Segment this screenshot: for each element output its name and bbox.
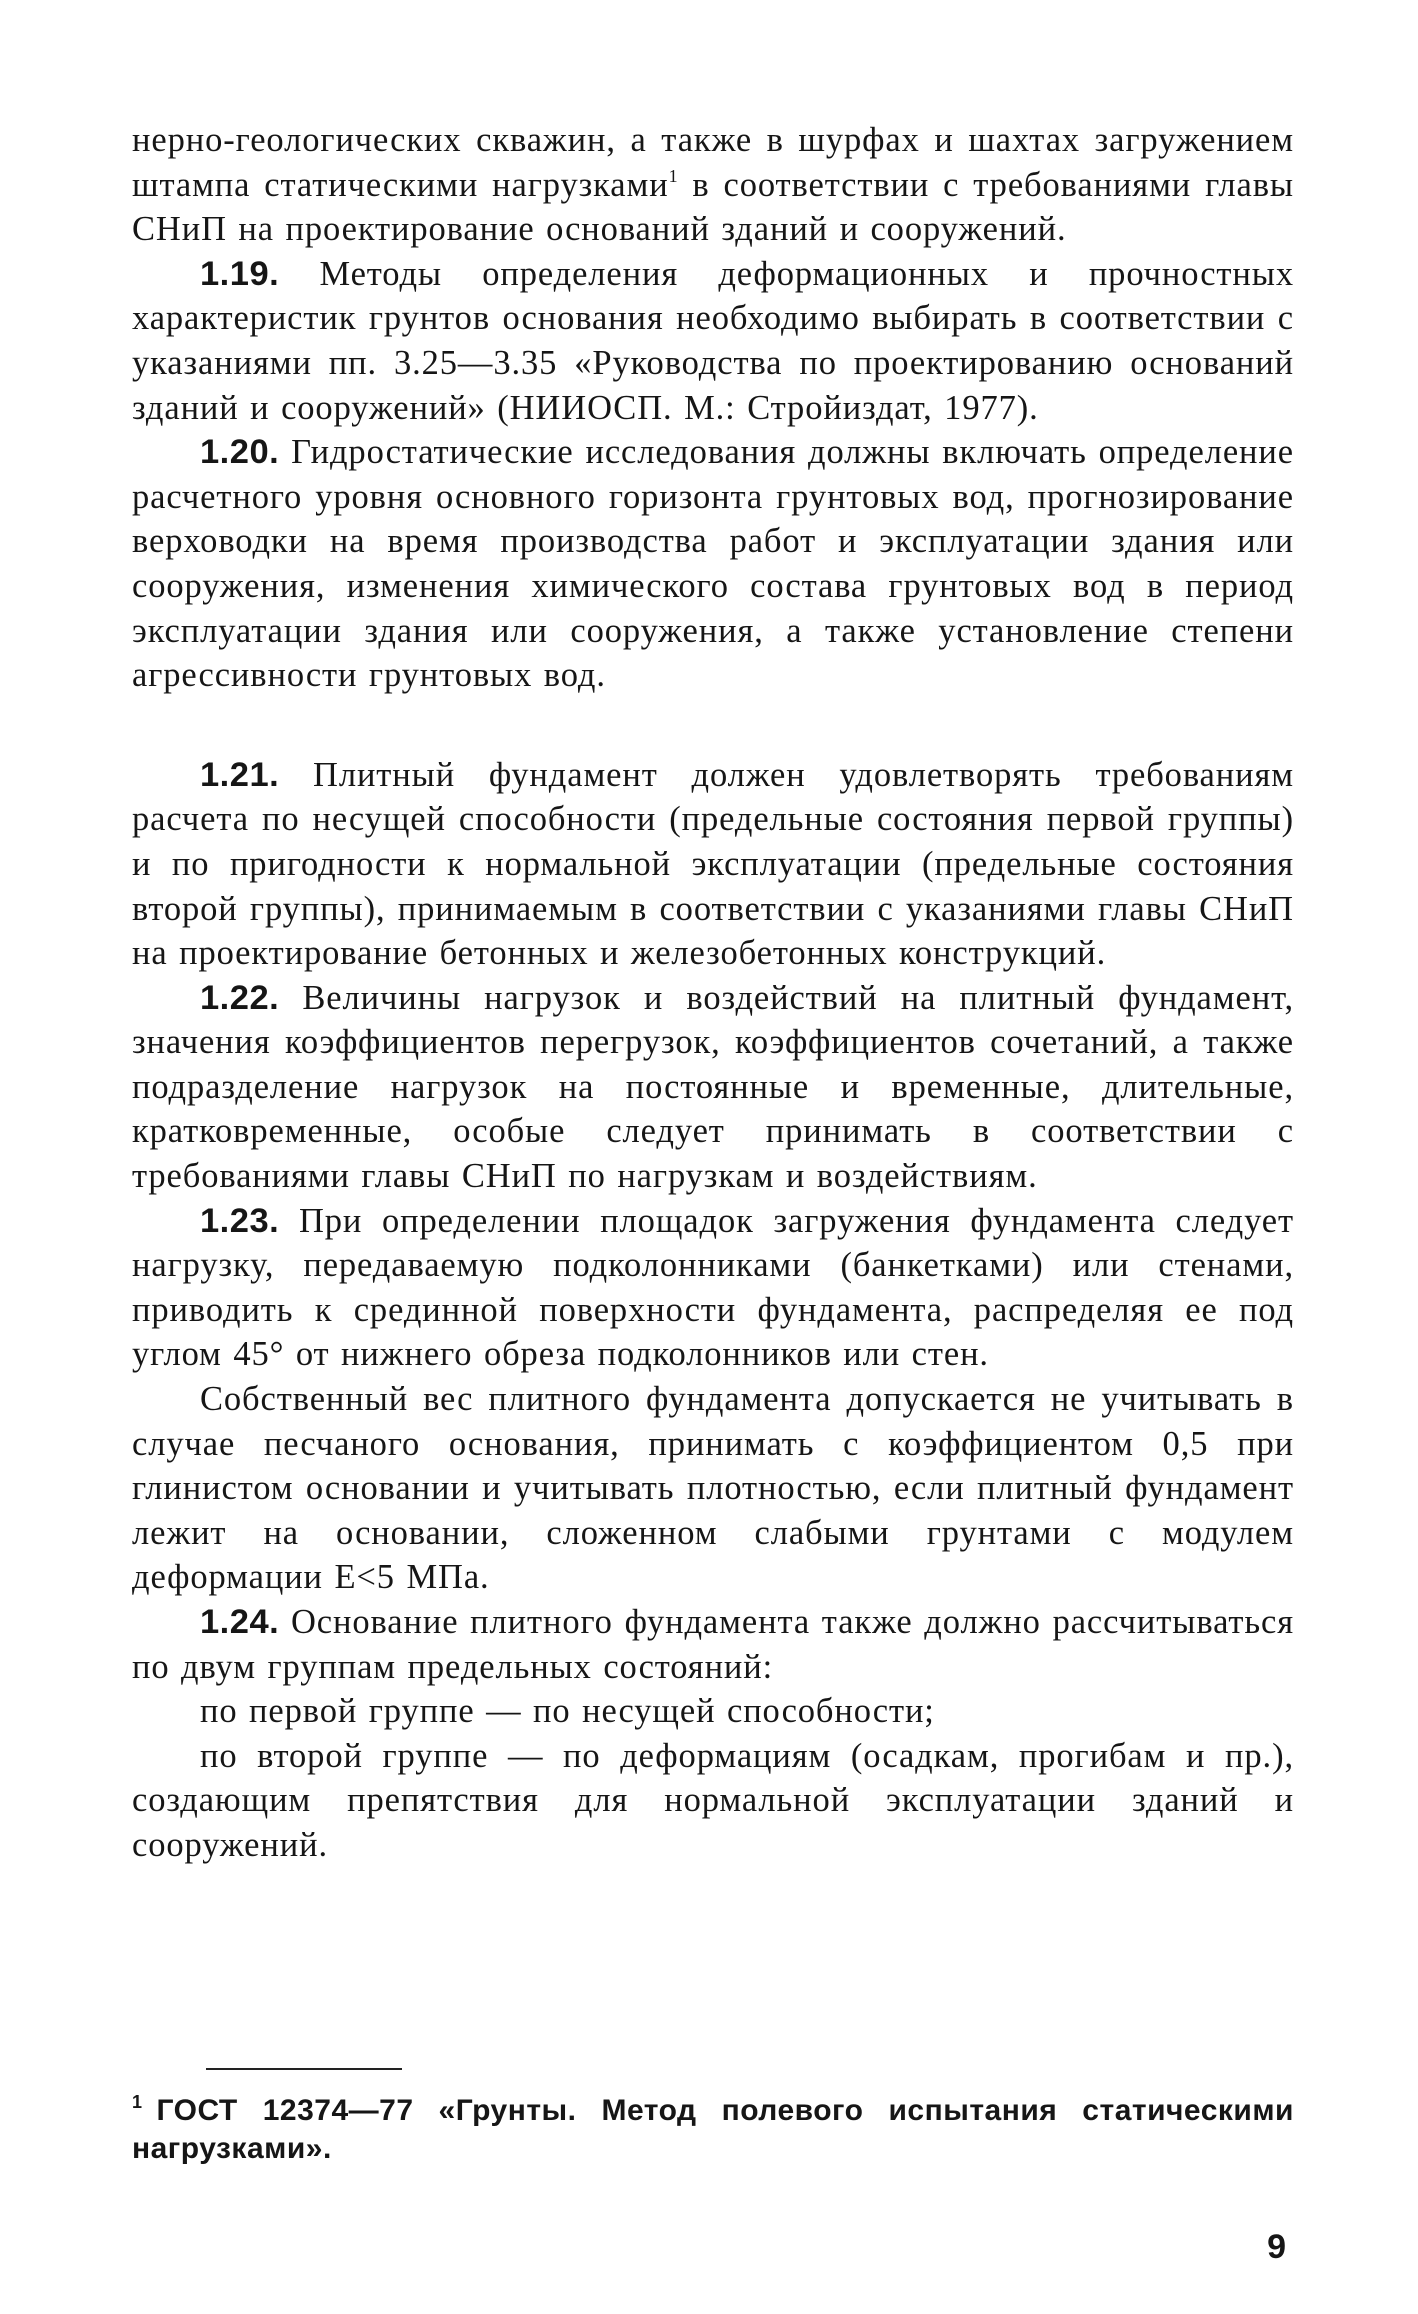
- paragraph-1-21: [132, 753, 1294, 976]
- list-item-second-group: [132, 1734, 1294, 1868]
- page-number: 9: [1267, 2228, 1286, 2266]
- paragraph-1-24: [132, 1600, 1294, 1689]
- footnote-text: ГОСТ 12374—77 «Грунты. Метод полевого испытания статическими нагрузками».: [132, 2094, 1294, 2165]
- paragraph-text: по второй группе — по деформациям (осадкам, прогибам и пр.), создающим препятствия для нормальной эксплуатации зданий и сооружений.: [132, 1736, 1294, 1864]
- paragraph-1-20: [132, 430, 1294, 698]
- paragraph-continuation: [132, 118, 1294, 252]
- clause-number: 1.23.: [200, 1201, 280, 1240]
- footnote-mark: 1: [132, 2092, 143, 2112]
- paragraph-text: в соответствии с требованиями главы СНиП на проектирование оснований зданий и сооружений.: [132, 165, 1294, 249]
- clause-number: 1.21.: [200, 755, 280, 794]
- paragraph-text: Плитный фундамент должен удовлетворять требованиям расчета по несущей способности (предельные состояния первой группы) и по пригодности к нормальной эксплуатации (предельные состояния второй группы), принимаемым в соответствии с указаниями главы СНиП на проектирование бетонных и железобетонных конструкций.: [132, 755, 1294, 973]
- list-item-first-group: [132, 1689, 1294, 1734]
- clause-number: 1.19.: [200, 254, 280, 293]
- paragraph-text: нерно-геологических скважин, а также в шурфах и шахтах загружением штампа статическими нагрузками: [132, 121, 1294, 204]
- paragraph-text: При определении площадок загружения фундамента следует нагрузку, передаваемую подколонниками (банкетками) или стенами, приводить к срединной поверхности фундамента, распределяя ее под углом 45° от нижнего обреза подколонников или стен.: [132, 1201, 1294, 1374]
- paragraph-text: Гидростатические исследования должны включать определение расчетного уровня основного горизонта грунтовых вод, прогнозирование верховодки на время производства работ и эксплуатации здания или сооружения, изменения химического состава грунтовых вод в период эксплуатации здания или сооружения, а также установление степени агрессивности грунтовых вод.: [132, 433, 1294, 695]
- clause-number: 1.20.: [200, 433, 280, 472]
- paragraph-text: Основание плитного фундамента также должно рассчитываться по двум группам предельных состояний:: [132, 1603, 1294, 1686]
- paragraph-1-23: [132, 1199, 1294, 1377]
- footnote: [132, 2092, 1294, 2168]
- paragraph-text: Величины нагрузок и воздействий на плитный фундамент, значения коэффициентов перегрузок, коэффициентов сочетаний, а также подразделение нагрузок на постоянные и временные, длительные, кратковременные, особые следует принимать в соответствии с требованиями главы СНиП по нагрузкам и воздействиям.: [132, 978, 1294, 1196]
- clause-number: 1.22.: [200, 978, 280, 1017]
- footnote-divider: [206, 2068, 402, 2070]
- clause-number: 1.24.: [200, 1603, 280, 1641]
- body-text: [132, 118, 1294, 1868]
- paragraph-1-22: [132, 976, 1294, 1199]
- paragraph-text: по первой группе — по несущей способности;: [200, 1692, 935, 1731]
- footnote-reference: 1: [668, 165, 679, 186]
- paragraph-1-19: [132, 252, 1294, 430]
- paragraph-text: Собственный вес плитного фундамента допускается не учитывать в случае песчаного основания, принимать с коэффициентом 0,5 при глинистом основании и учитывать плотностью, если плитный фундамент лежит на основании, сложенном слабыми грунтами с модулем деформации E<5 МПа.: [132, 1380, 1294, 1597]
- paragraph-own-weight: [132, 1377, 1294, 1600]
- paragraph-text: Методы определения деформационных и прочностных характеристик грунтов основания необходимо выбирать в соответствии с указаниями пп. 3.25—3.35 «Руководства по проектированию оснований зданий и сооружений» (НИИОСП. М.: Стройиздат, 1977).: [132, 254, 1294, 427]
